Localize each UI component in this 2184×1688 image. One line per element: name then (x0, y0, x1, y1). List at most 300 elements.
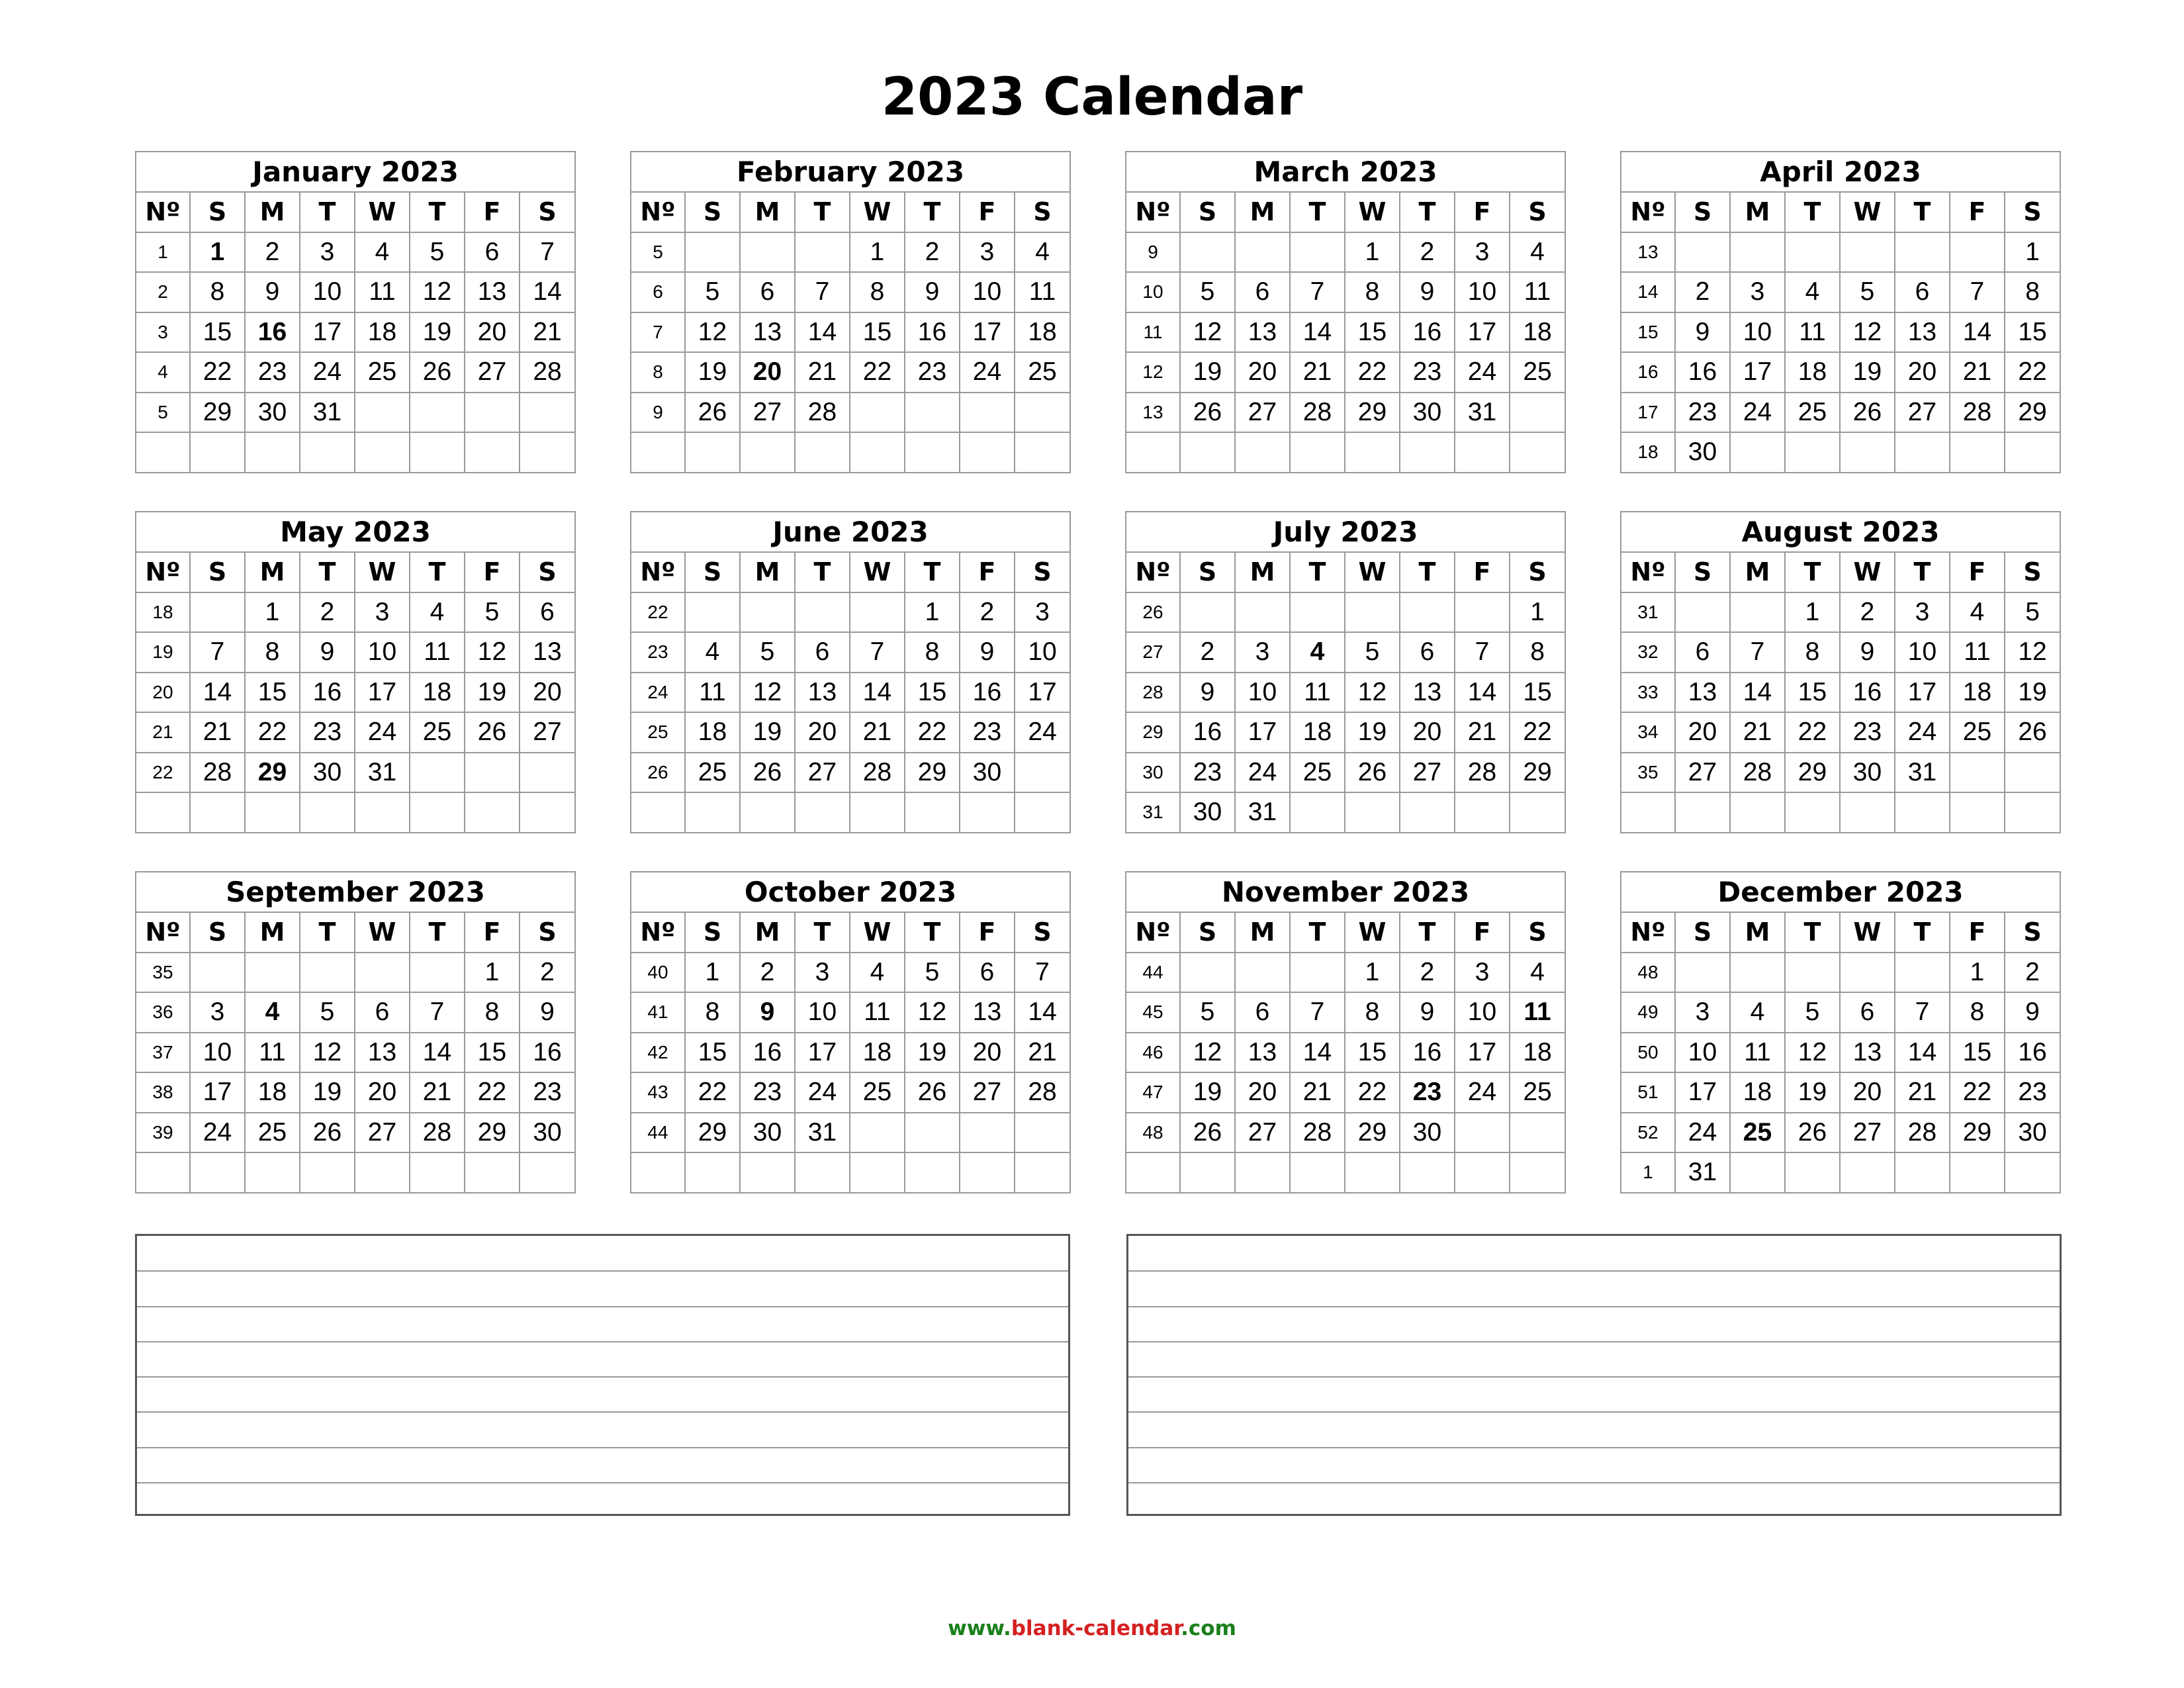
day-cell[interactable]: 18 (850, 1033, 905, 1073)
day-cell[interactable]: 13 (960, 992, 1015, 1033)
notes-panel-left[interactable] (135, 1234, 1070, 1516)
day-cell[interactable]: 1 (2005, 232, 2060, 273)
day-cell[interactable]: 7 (1290, 272, 1345, 312)
day-cell[interactable]: 26 (2005, 712, 2060, 753)
day-cell[interactable]: 12 (1345, 673, 1400, 713)
day-cell[interactable]: 16 (1840, 673, 1895, 713)
day-cell[interactable]: 11 (1950, 632, 2005, 673)
day-cell[interactable]: 2 (245, 232, 300, 273)
day-cell[interactable]: 12 (1180, 1033, 1235, 1073)
day-cell[interactable]: 21 (1015, 1033, 1070, 1073)
day-cell[interactable]: 9 (1180, 673, 1235, 713)
day-cell[interactable]: 24 (1675, 1113, 1730, 1153)
day-cell[interactable]: 2 (1180, 632, 1235, 673)
day-cell[interactable]: 1 (905, 592, 960, 633)
day-cell[interactable]: 18 (1730, 1072, 1785, 1113)
day-cell[interactable]: 3 (190, 992, 245, 1033)
day-cell[interactable]: 18 (1510, 312, 1565, 353)
day-cell[interactable]: 28 (1950, 393, 2005, 433)
day-cell[interactable]: 11 (1730, 1033, 1785, 1073)
day-cell[interactable]: 1 (465, 953, 520, 993)
day-cell[interactable]: 25 (685, 753, 740, 793)
day-cell[interactable]: 9 (520, 992, 575, 1033)
day-cell[interactable]: 1 (1785, 592, 1840, 633)
day-cell[interactable]: 26 (1345, 753, 1400, 793)
day-cell[interactable]: 22 (1785, 712, 1840, 753)
day-cell[interactable]: 15 (245, 673, 300, 713)
day-cell[interactable]: 14 (1290, 312, 1345, 353)
day-cell[interactable]: 24 (1015, 712, 1070, 753)
day-cell[interactable]: 23 (905, 352, 960, 393)
day-cell[interactable]: 14 (850, 673, 905, 713)
day-cell[interactable]: 5 (1180, 992, 1235, 1033)
day-cell[interactable]: 9 (2005, 992, 2060, 1033)
day-cell[interactable]: 3 (1455, 232, 1510, 273)
day-cell[interactable]: 29 (905, 753, 960, 793)
day-cell[interactable]: 15 (1345, 1033, 1400, 1073)
day-cell[interactable]: 27 (1895, 393, 1950, 433)
day-cell[interactable]: 4 (1510, 953, 1565, 993)
day-cell[interactable]: 7 (1950, 272, 2005, 312)
day-cell[interactable]: 3 (355, 592, 410, 633)
day-cell[interactable]: 5 (1785, 992, 1840, 1033)
day-cell[interactable]: 1 (850, 232, 905, 273)
day-cell[interactable]: 17 (300, 312, 355, 353)
day-cell[interactable]: 27 (1235, 1113, 1290, 1153)
day-cell[interactable]: 23 (740, 1072, 795, 1113)
day-cell[interactable]: 18 (1510, 1033, 1565, 1073)
day-cell[interactable]: 9 (245, 272, 300, 312)
day-cell[interactable]: 9 (300, 632, 355, 673)
day-cell[interactable]: 15 (905, 673, 960, 713)
day-cell[interactable]: 2 (520, 953, 575, 993)
day-cell[interactable]: 2 (905, 232, 960, 273)
day-cell[interactable]: 10 (355, 632, 410, 673)
day-cell[interactable]: 17 (1730, 352, 1785, 393)
day-cell[interactable]: 5 (740, 632, 795, 673)
day-cell[interactable]: 18 (355, 312, 410, 353)
day-cell[interactable]: 8 (245, 632, 300, 673)
day-cell[interactable]: 12 (410, 272, 465, 312)
day-cell[interactable]: 2 (740, 953, 795, 993)
day-cell[interactable]: 8 (850, 272, 905, 312)
day-cell[interactable]: 13 (795, 673, 850, 713)
day-cell[interactable]: 2 (2005, 953, 2060, 993)
day-cell[interactable]: 25 (1950, 712, 2005, 753)
day-cell[interactable]: 27 (355, 1113, 410, 1153)
day-cell[interactable]: 29 (465, 1113, 520, 1153)
day-cell[interactable]: 13 (1675, 673, 1730, 713)
day-cell[interactable]: 12 (1840, 312, 1895, 353)
day-cell[interactable]: 10 (300, 272, 355, 312)
day-cell[interactable]: 20 (1895, 352, 1950, 393)
day-cell[interactable]: 31 (1235, 792, 1290, 833)
day-cell[interactable]: 7 (795, 272, 850, 312)
day-cell[interactable]: 6 (1235, 992, 1290, 1033)
day-cell[interactable]: 13 (465, 272, 520, 312)
day-cell[interactable]: 13 (1895, 312, 1950, 353)
day-cell[interactable]: 18 (685, 712, 740, 753)
day-cell[interactable]: 2 (1400, 232, 1455, 273)
day-cell[interactable]: 25 (245, 1113, 300, 1153)
day-cell[interactable]: 29 (685, 1113, 740, 1153)
day-cell[interactable]: 26 (740, 753, 795, 793)
day-cell[interactable]: 23 (520, 1072, 575, 1113)
day-cell[interactable]: 30 (2005, 1113, 2060, 1153)
day-cell[interactable]: 24 (1455, 352, 1510, 393)
day-cell[interactable]: 19 (1840, 352, 1895, 393)
day-cell[interactable]: 17 (1015, 673, 1070, 713)
day-cell[interactable]: 22 (465, 1072, 520, 1113)
day-cell[interactable]: 11 (355, 272, 410, 312)
day-cell[interactable]: 30 (960, 753, 1015, 793)
day-cell[interactable]: 26 (1840, 393, 1895, 433)
day-cell[interactable]: 6 (740, 272, 795, 312)
day-cell[interactable]: 21 (795, 352, 850, 393)
day-cell[interactable]: 17 (1675, 1072, 1730, 1113)
day-cell[interactable]: 28 (1290, 1113, 1345, 1153)
day-cell[interactable]: 30 (300, 753, 355, 793)
day-cell[interactable]: 23 (1400, 352, 1455, 393)
day-cell[interactable]: 26 (1180, 393, 1235, 433)
day-cell[interactable]: 4 (1510, 232, 1565, 273)
day-cell[interactable]: 23 (2005, 1072, 2060, 1113)
day-cell[interactable]: 19 (1180, 352, 1235, 393)
day-cell[interactable]: 21 (1455, 712, 1510, 753)
day-cell[interactable]: 5 (1345, 632, 1400, 673)
day-cell[interactable]: 13 (1400, 673, 1455, 713)
day-cell[interactable]: 27 (740, 393, 795, 433)
day-cell[interactable]: 17 (1455, 1033, 1510, 1073)
day-cell[interactable]: 16 (1400, 1033, 1455, 1073)
day-cell[interactable]: 6 (1235, 272, 1290, 312)
day-cell[interactable]: 29 (1345, 1113, 1400, 1153)
day-cell[interactable]: 18 (1950, 673, 2005, 713)
day-cell[interactable]: 29 (1785, 753, 1840, 793)
day-cell[interactable]: 20 (960, 1033, 1015, 1073)
day-cell[interactable]: 23 (1180, 753, 1235, 793)
day-cell[interactable]: 20 (1675, 712, 1730, 753)
day-cell[interactable]: 9 (1400, 992, 1455, 1033)
day-cell[interactable]: 1 (1510, 592, 1565, 633)
day-cell[interactable]: 1 (190, 232, 245, 273)
day-cell[interactable]: 28 (1895, 1113, 1950, 1153)
day-cell[interactable]: 17 (190, 1072, 245, 1113)
day-cell[interactable]: 29 (2005, 393, 2060, 433)
day-cell[interactable]: 21 (1895, 1072, 1950, 1113)
day-cell[interactable]: 16 (960, 673, 1015, 713)
day-cell[interactable]: 15 (1950, 1033, 2005, 1073)
day-cell[interactable]: 25 (850, 1072, 905, 1113)
day-cell[interactable]: 29 (245, 753, 300, 793)
day-cell[interactable]: 4 (850, 953, 905, 993)
day-cell[interactable]: 14 (1455, 673, 1510, 713)
day-cell[interactable]: 7 (1730, 632, 1785, 673)
day-cell[interactable]: 28 (795, 393, 850, 433)
day-cell[interactable]: 5 (2005, 592, 2060, 633)
day-cell[interactable]: 3 (300, 232, 355, 273)
day-cell[interactable]: 25 (1730, 1113, 1785, 1153)
day-cell[interactable]: 19 (2005, 673, 2060, 713)
day-cell[interactable]: 3 (1730, 272, 1785, 312)
day-cell[interactable]: 27 (1400, 753, 1455, 793)
day-cell[interactable]: 25 (1510, 1072, 1565, 1113)
day-cell[interactable]: 21 (1950, 352, 2005, 393)
day-cell[interactable]: 3 (1455, 953, 1510, 993)
day-cell[interactable]: 24 (300, 352, 355, 393)
day-cell[interactable]: 28 (190, 753, 245, 793)
day-cell[interactable]: 18 (245, 1072, 300, 1113)
day-cell[interactable]: 10 (1455, 992, 1510, 1033)
day-cell[interactable]: 27 (520, 712, 575, 753)
day-cell[interactable]: 18 (410, 673, 465, 713)
day-cell[interactable]: 15 (1785, 673, 1840, 713)
day-cell[interactable]: 26 (685, 393, 740, 433)
day-cell[interactable]: 30 (520, 1113, 575, 1153)
day-cell[interactable]: 29 (190, 393, 245, 433)
day-cell[interactable]: 1 (1345, 953, 1400, 993)
day-cell[interactable]: 27 (1675, 753, 1730, 793)
day-cell[interactable]: 22 (685, 1072, 740, 1113)
day-cell[interactable]: 6 (355, 992, 410, 1033)
day-cell[interactable]: 24 (1730, 393, 1785, 433)
day-cell[interactable]: 22 (905, 712, 960, 753)
day-cell[interactable]: 30 (1840, 753, 1895, 793)
day-cell[interactable]: 24 (795, 1072, 850, 1113)
day-cell[interactable]: 3 (960, 232, 1015, 273)
day-cell[interactable]: 23 (1400, 1072, 1455, 1113)
day-cell[interactable]: 26 (1785, 1113, 1840, 1153)
day-cell[interactable]: 1 (245, 592, 300, 633)
day-cell[interactable]: 18 (1290, 712, 1345, 753)
day-cell[interactable]: 15 (850, 312, 905, 353)
day-cell[interactable]: 7 (850, 632, 905, 673)
day-cell[interactable]: 16 (2005, 1033, 2060, 1073)
day-cell[interactable]: 10 (1895, 632, 1950, 673)
day-cell[interactable]: 27 (1840, 1113, 1895, 1153)
day-cell[interactable]: 14 (1290, 1033, 1345, 1073)
day-cell[interactable]: 7 (1015, 953, 1070, 993)
day-cell[interactable]: 12 (905, 992, 960, 1033)
day-cell[interactable]: 10 (795, 992, 850, 1033)
day-cell[interactable]: 10 (190, 1033, 245, 1073)
footer-website[interactable] (0, 1617, 2184, 1640)
day-cell[interactable]: 4 (355, 232, 410, 273)
day-cell[interactable]: 23 (245, 352, 300, 393)
day-cell[interactable]: 12 (465, 632, 520, 673)
day-cell[interactable]: 14 (1015, 992, 1070, 1033)
day-cell[interactable]: 31 (1675, 1152, 1730, 1193)
day-cell[interactable]: 8 (190, 272, 245, 312)
day-cell[interactable]: 4 (1730, 992, 1785, 1033)
day-cell[interactable]: 14 (410, 1033, 465, 1073)
day-cell[interactable]: 8 (1785, 632, 1840, 673)
day-cell[interactable]: 9 (905, 272, 960, 312)
day-cell[interactable]: 24 (1235, 753, 1290, 793)
day-cell[interactable]: 4 (410, 592, 465, 633)
day-cell[interactable]: 19 (1785, 1072, 1840, 1113)
day-cell[interactable]: 19 (410, 312, 465, 353)
day-cell[interactable]: 12 (1180, 312, 1235, 353)
day-cell[interactable]: 12 (685, 312, 740, 353)
day-cell[interactable]: 30 (1400, 393, 1455, 433)
day-cell[interactable]: 17 (795, 1033, 850, 1073)
day-cell[interactable]: 7 (190, 632, 245, 673)
day-cell[interactable]: 16 (740, 1033, 795, 1073)
day-cell[interactable]: 22 (190, 352, 245, 393)
day-cell[interactable]: 31 (795, 1113, 850, 1153)
day-cell[interactable]: 17 (960, 312, 1015, 353)
day-cell[interactable]: 7 (1895, 992, 1950, 1033)
day-cell[interactable]: 13 (355, 1033, 410, 1073)
day-cell[interactable]: 5 (685, 272, 740, 312)
day-cell[interactable]: 20 (1840, 1072, 1895, 1113)
day-cell[interactable]: 5 (905, 953, 960, 993)
day-cell[interactable]: 7 (1455, 632, 1510, 673)
notes-panel-right[interactable] (1126, 1234, 2062, 1516)
day-cell[interactable]: 8 (685, 992, 740, 1033)
day-cell[interactable]: 8 (1950, 992, 2005, 1033)
day-cell[interactable]: 15 (2005, 312, 2060, 353)
day-cell[interactable]: 5 (465, 592, 520, 633)
day-cell[interactable]: 21 (1290, 352, 1345, 393)
day-cell[interactable]: 20 (355, 1072, 410, 1113)
day-cell[interactable]: 19 (300, 1072, 355, 1113)
day-cell[interactable]: 21 (1730, 712, 1785, 753)
day-cell[interactable]: 20 (740, 352, 795, 393)
day-cell[interactable]: 15 (465, 1033, 520, 1073)
day-cell[interactable]: 28 (410, 1113, 465, 1153)
day-cell[interactable]: 17 (1455, 312, 1510, 353)
day-cell[interactable]: 30 (1675, 432, 1730, 473)
day-cell[interactable]: 17 (355, 673, 410, 713)
day-cell[interactable]: 6 (1400, 632, 1455, 673)
day-cell[interactable]: 8 (1345, 272, 1400, 312)
day-cell[interactable]: 27 (465, 352, 520, 393)
day-cell[interactable]: 7 (410, 992, 465, 1033)
day-cell[interactable]: 11 (1785, 312, 1840, 353)
day-cell[interactable]: 25 (1510, 352, 1565, 393)
day-cell[interactable]: 24 (960, 352, 1015, 393)
day-cell[interactable]: 24 (355, 712, 410, 753)
day-cell[interactable]: 20 (520, 673, 575, 713)
day-cell[interactable]: 11 (1510, 272, 1565, 312)
day-cell[interactable]: 23 (300, 712, 355, 753)
day-cell[interactable]: 10 (1235, 673, 1290, 713)
day-cell[interactable]: 16 (1400, 312, 1455, 353)
day-cell[interactable]: 8 (2005, 272, 2060, 312)
day-cell[interactable]: 11 (850, 992, 905, 1033)
day-cell[interactable]: 11 (410, 632, 465, 673)
day-cell[interactable]: 25 (410, 712, 465, 753)
day-cell[interactable]: 2 (1840, 592, 1895, 633)
day-cell[interactable]: 23 (960, 712, 1015, 753)
day-cell[interactable]: 7 (1290, 992, 1345, 1033)
day-cell[interactable]: 1 (685, 953, 740, 993)
day-cell[interactable]: 10 (1730, 312, 1785, 353)
day-cell[interactable]: 6 (960, 953, 1015, 993)
day-cell[interactable]: 2 (1675, 272, 1730, 312)
day-cell[interactable]: 30 (1400, 1113, 1455, 1153)
day-cell[interactable]: 20 (795, 712, 850, 753)
day-cell[interactable]: 21 (850, 712, 905, 753)
day-cell[interactable]: 21 (1290, 1072, 1345, 1113)
day-cell[interactable]: 6 (1675, 632, 1730, 673)
day-cell[interactable]: 9 (1675, 312, 1730, 353)
day-cell[interactable]: 27 (1235, 393, 1290, 433)
day-cell[interactable]: 31 (1895, 753, 1950, 793)
day-cell[interactable]: 5 (1180, 272, 1235, 312)
day-cell[interactable]: 4 (1290, 632, 1345, 673)
day-cell[interactable]: 28 (1730, 753, 1785, 793)
day-cell[interactable]: 11 (1015, 272, 1070, 312)
day-cell[interactable]: 15 (1510, 673, 1565, 713)
day-cell[interactable]: 22 (1345, 1072, 1400, 1113)
day-cell[interactable]: 26 (300, 1113, 355, 1153)
day-cell[interactable]: 22 (1510, 712, 1565, 753)
day-cell[interactable]: 10 (1455, 272, 1510, 312)
day-cell[interactable]: 19 (1180, 1072, 1235, 1113)
day-cell[interactable]: 22 (1345, 352, 1400, 393)
day-cell[interactable]: 6 (520, 592, 575, 633)
day-cell[interactable]: 12 (300, 1033, 355, 1073)
day-cell[interactable]: 30 (1180, 792, 1235, 833)
day-cell[interactable]: 26 (465, 712, 520, 753)
day-cell[interactable]: 2 (960, 592, 1015, 633)
day-cell[interactable]: 16 (520, 1033, 575, 1073)
day-cell[interactable]: 9 (1400, 272, 1455, 312)
day-cell[interactable]: 19 (465, 673, 520, 713)
day-cell[interactable]: 15 (190, 312, 245, 353)
day-cell[interactable]: 5 (1840, 272, 1895, 312)
day-cell[interactable]: 3 (1235, 632, 1290, 673)
day-cell[interactable]: 22 (245, 712, 300, 753)
day-cell[interactable]: 23 (1840, 712, 1895, 753)
day-cell[interactable]: 24 (1455, 1072, 1510, 1113)
day-cell[interactable]: 10 (1675, 1033, 1730, 1073)
day-cell[interactable]: 25 (1785, 393, 1840, 433)
day-cell[interactable]: 8 (465, 992, 520, 1033)
day-cell[interactable]: 5 (300, 992, 355, 1033)
day-cell[interactable]: 6 (1840, 992, 1895, 1033)
day-cell[interactable]: 16 (1180, 712, 1235, 753)
day-cell[interactable]: 9 (1840, 632, 1895, 673)
day-cell[interactable]: 9 (740, 992, 795, 1033)
day-cell[interactable]: 12 (2005, 632, 2060, 673)
day-cell[interactable]: 1 (1345, 232, 1400, 273)
day-cell[interactable]: 8 (1510, 632, 1565, 673)
day-cell[interactable]: 19 (685, 352, 740, 393)
day-cell[interactable]: 19 (905, 1033, 960, 1073)
day-cell[interactable]: 27 (795, 753, 850, 793)
day-cell[interactable]: 27 (960, 1072, 1015, 1113)
day-cell[interactable]: 5 (410, 232, 465, 273)
day-cell[interactable]: 7 (520, 232, 575, 273)
day-cell[interactable]: 6 (795, 632, 850, 673)
day-cell[interactable]: 8 (1345, 992, 1400, 1033)
day-cell[interactable]: 1 (1950, 953, 2005, 993)
day-cell[interactable]: 20 (1235, 352, 1290, 393)
day-cell[interactable]: 15 (685, 1033, 740, 1073)
day-cell[interactable]: 18 (1785, 352, 1840, 393)
day-cell[interactable]: 25 (355, 352, 410, 393)
day-cell[interactable]: 4 (1015, 232, 1070, 273)
day-cell[interactable]: 13 (1235, 1033, 1290, 1073)
day-cell[interactable]: 15 (1345, 312, 1400, 353)
day-cell[interactable]: 11 (685, 673, 740, 713)
day-cell[interactable]: 11 (1290, 673, 1345, 713)
day-cell[interactable]: 29 (1950, 1113, 2005, 1153)
